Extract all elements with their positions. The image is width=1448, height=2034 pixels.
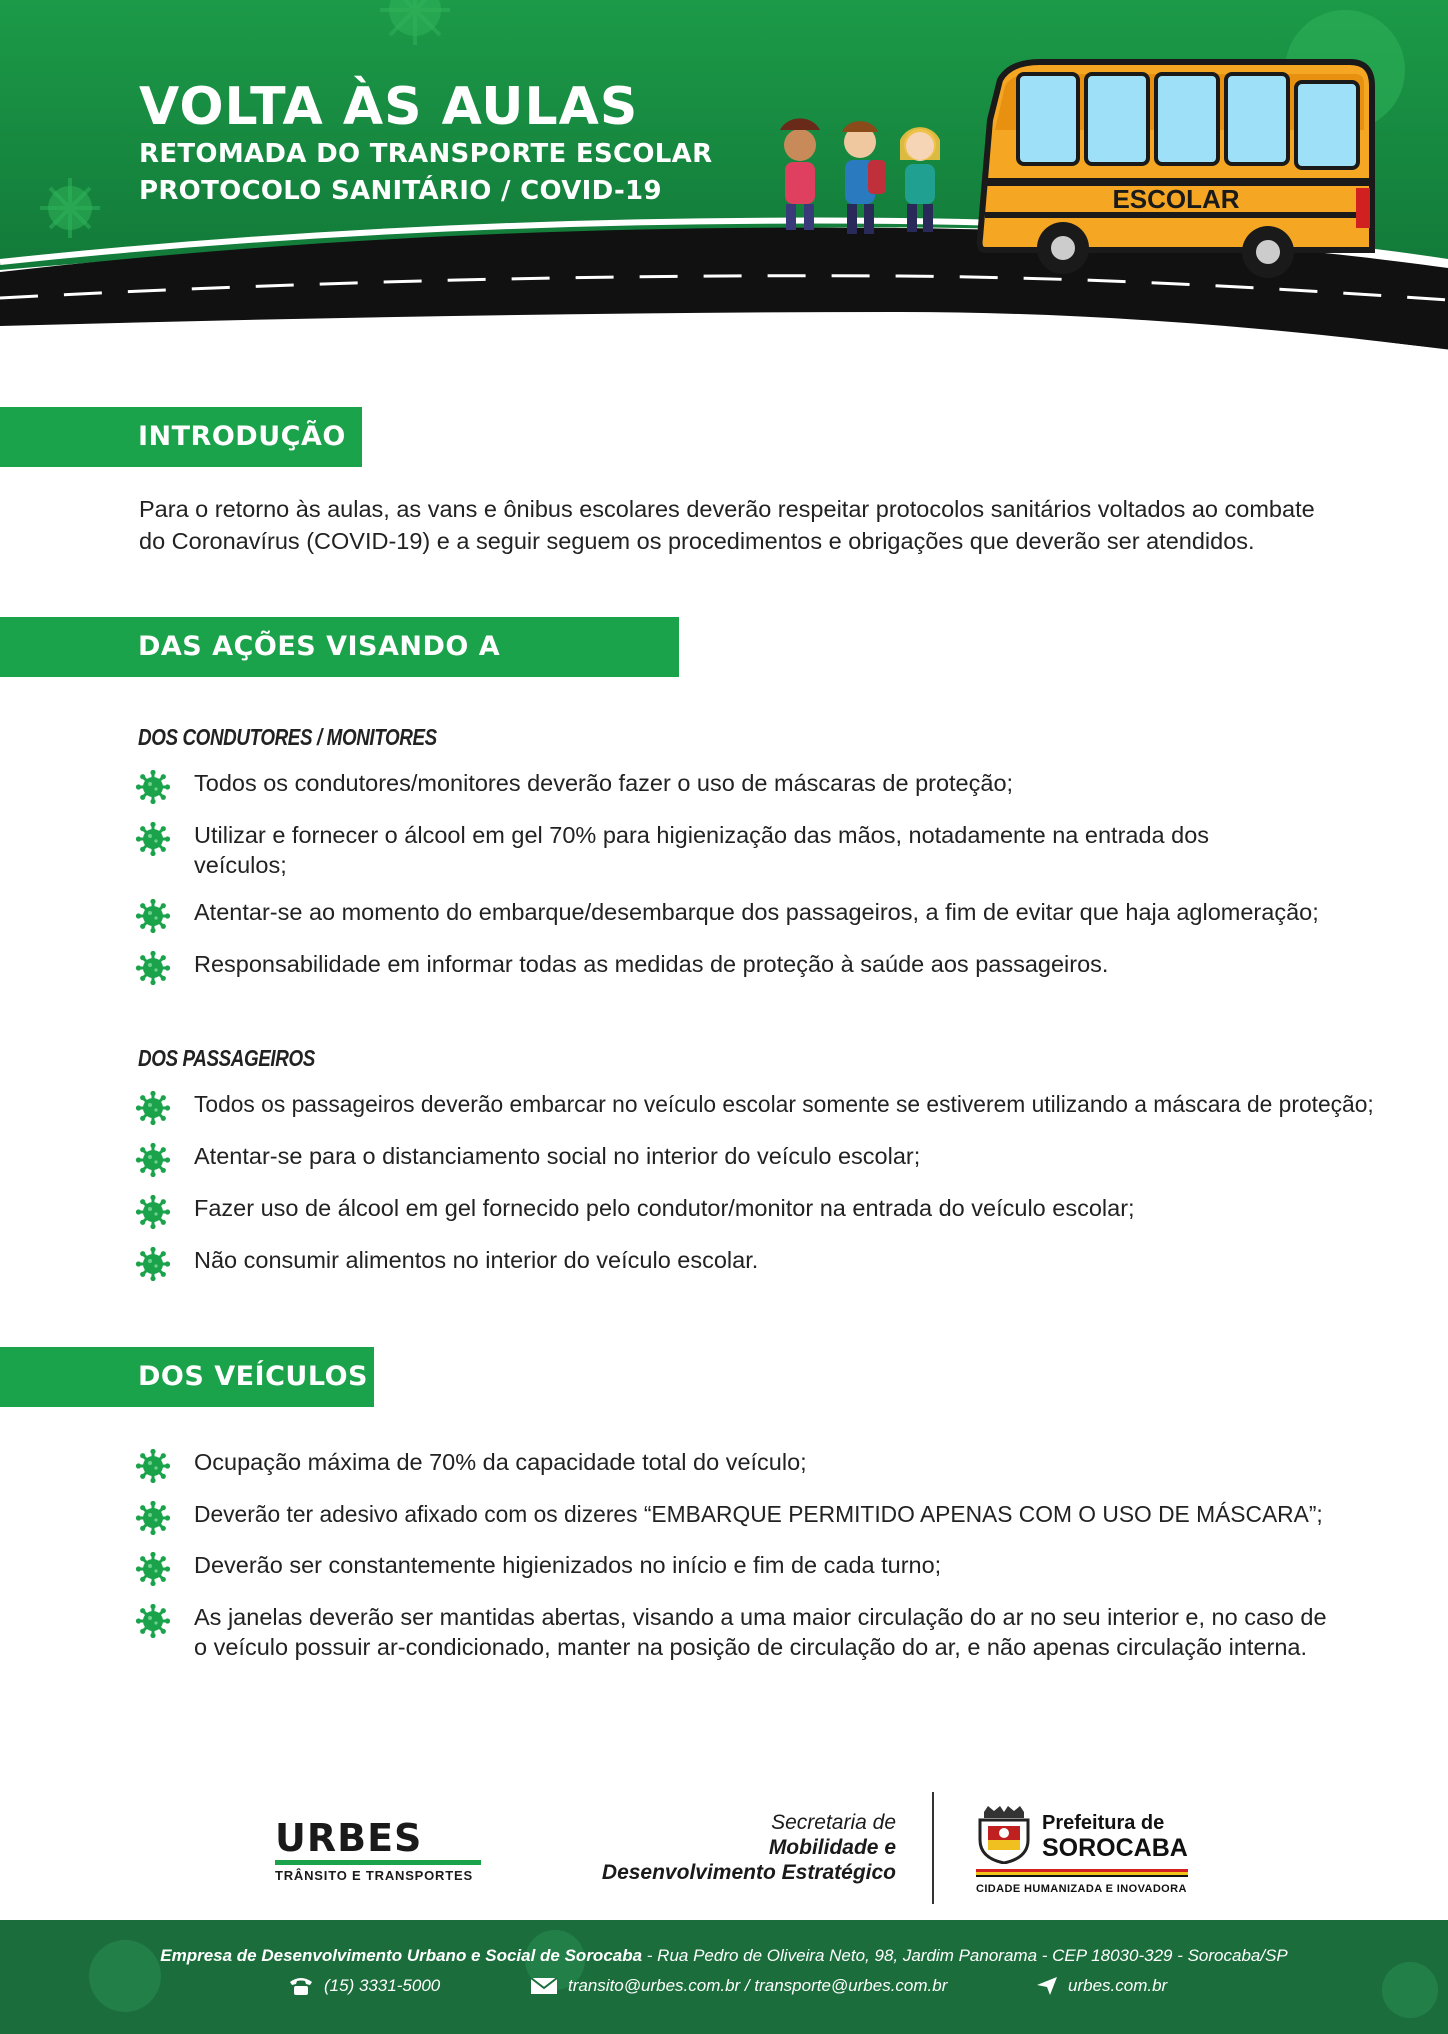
list-item-text: Fazer uso de álcool em gel fornecido pelo condutor/monitor na entrada do veículo escolar; — [194, 1195, 1135, 1221]
prefeitura-line-2: SOROCABA — [1042, 1834, 1188, 1862]
list-item-text: Responsabilidade em informar todas as medidas de proteção à saúde aos passageiros. — [194, 951, 1109, 977]
secretaria-line-2: Mobilidade e — [768, 1836, 896, 1859]
secretaria-logo — [602, 1810, 896, 1885]
header-banner — [0, 0, 1448, 360]
list-item-text: Deverão ter adesivo afixado com os dizeres “EMBARQUE PERMITIDO APENAS COM O USO DE MÁSCARA”; — [194, 1501, 1323, 1527]
list-item-text: Atentar-se para o distanciamento social no interior do veículo escolar; — [194, 1143, 921, 1169]
footer-email-text[interactable]: transito@urbes.com.br / transporte@urbes.com.br — [568, 1976, 948, 1995]
secretaria-line-1: Secretaria de — [771, 1811, 896, 1834]
footer-phone — [288, 1976, 440, 1996]
virus-bullet-icon — [136, 1091, 170, 1125]
urbes-logo — [275, 1818, 481, 1883]
subheading-condutores: DOS CONDUTORES / MONITORES — [138, 724, 437, 750]
list-item-text: Não consumir alimentos no interior do veículo escolar. — [194, 1247, 759, 1273]
footer-email — [530, 1976, 947, 1996]
virus-bullet-icon — [136, 1604, 170, 1638]
virus-bullet-icon — [136, 1195, 170, 1229]
virus-bullet-icon — [136, 1552, 170, 1586]
sorocaba-crest-icon — [974, 1806, 1034, 1864]
footer-company: Empresa de Desenvolvimento Urbano e Social de Sorocaba — [160, 1946, 643, 1965]
virus-bullet-icon — [136, 770, 170, 804]
virus-bullet-icon — [136, 1143, 170, 1177]
virus-bullet-icon — [136, 822, 170, 856]
header-titles — [139, 78, 712, 210]
urbes-logo-underline — [275, 1860, 481, 1865]
phone-icon — [288, 1976, 314, 1996]
virus-bullet-icon — [136, 951, 170, 985]
footer-phone-text: (15) 3331-5000 — [324, 1976, 441, 1995]
page-title: VOLTA ÀS AULAS — [139, 77, 639, 137]
send-arrow-icon — [1036, 1976, 1058, 1996]
secretaria-line-3: Desenvolvimento Estratégico — [601, 1861, 896, 1884]
school-bus-illustration — [980, 62, 1372, 278]
virus-bullet-icon — [136, 1449, 170, 1483]
prefeitura-line-1: Prefeitura de — [1042, 1812, 1165, 1834]
envelope-icon — [530, 1976, 558, 1996]
footer-website — [1036, 1976, 1167, 1996]
list-item-text: As janelas deverão ser mantidas abertas, visando a uma maior circulação do ar no seu interior e, no caso de o veículo possuir ar-condicionado, manter na posição de circulação do ar, e não apenas circulação interna. — [194, 1604, 1327, 1660]
bus-label: ESCOLAR — [1112, 184, 1240, 214]
section-heading-introducao: INTRODUÇÃO — [0, 407, 362, 467]
virus-bullet-icon — [136, 899, 170, 933]
page-subtitle-2: PROTOCOLO SANITÁRIO / COVID-19 — [139, 176, 662, 206]
prefeitura-color-stripe — [976, 1869, 1188, 1877]
footer — [0, 1920, 1448, 2034]
virus-bullet-icon — [136, 1501, 170, 1535]
footer-address — [0, 1946, 1448, 1966]
list-item-text: Utilizar e fornecer o álcool em gel 70% para higienização das mãos, notadamente na entrada dos veículos; — [194, 822, 1210, 878]
footer-address-text: - Rua Pedro de Oliveira Neto, 98, Jardim Panorama - CEP 18030-329 - Sorocaba/SP — [642, 1946, 1288, 1965]
virus-bullet-icon — [136, 1247, 170, 1281]
intro-paragraph: Para o retorno às aulas, as vans e ônibus escolares deverão respeitar protocolos sanitários voltados ao combate do Coronavírus (COVID-19) e a seguir seguem os procedimentos e obrigações que deverão ser atendidos. — [139, 496, 1315, 554]
list-item-text: Todos os condutores/monitores deverão fazer o uso de máscaras de proteção; — [194, 770, 1014, 796]
prefeitura-tagline: CIDADE HUMANIZADA E INOVADORA — [976, 1883, 1187, 1895]
urbes-logo-name: URBES — [275, 1816, 423, 1860]
urbes-logo-subtitle: TRÂNSITO E TRANSPORTES — [275, 1868, 473, 1883]
subheading-passageiros: DOS PASSAGEIROS — [138, 1045, 315, 1071]
list-item-text: Todos os passageiros deverão embarcar no veículo escolar somente se estiverem utilizando a máscara de proteção; — [194, 1091, 1374, 1117]
footer-website-text[interactable]: urbes.com.br — [1068, 1976, 1168, 1995]
section-heading-veiculos: DOS VEÍCULOS — [0, 1347, 374, 1407]
list-item-text: Deverão ser constantemente higienizados no início e fim de cada turno; — [194, 1552, 942, 1578]
logo-divider — [932, 1792, 934, 1904]
section-heading-prevencao: DAS AÇÕES VISANDO A PREVENÇÃO — [0, 617, 679, 677]
list-item-text: Ocupação máxima de 70% da capacidade total do veículo; — [194, 1449, 807, 1475]
page-subtitle-1: RETOMADA DO TRANSPORTE ESCOLAR — [139, 139, 713, 169]
list-item-text: Atentar-se ao momento do embarque/desembarque dos passageiros, a fim de evitar que haja aglomeração; — [194, 899, 1319, 925]
